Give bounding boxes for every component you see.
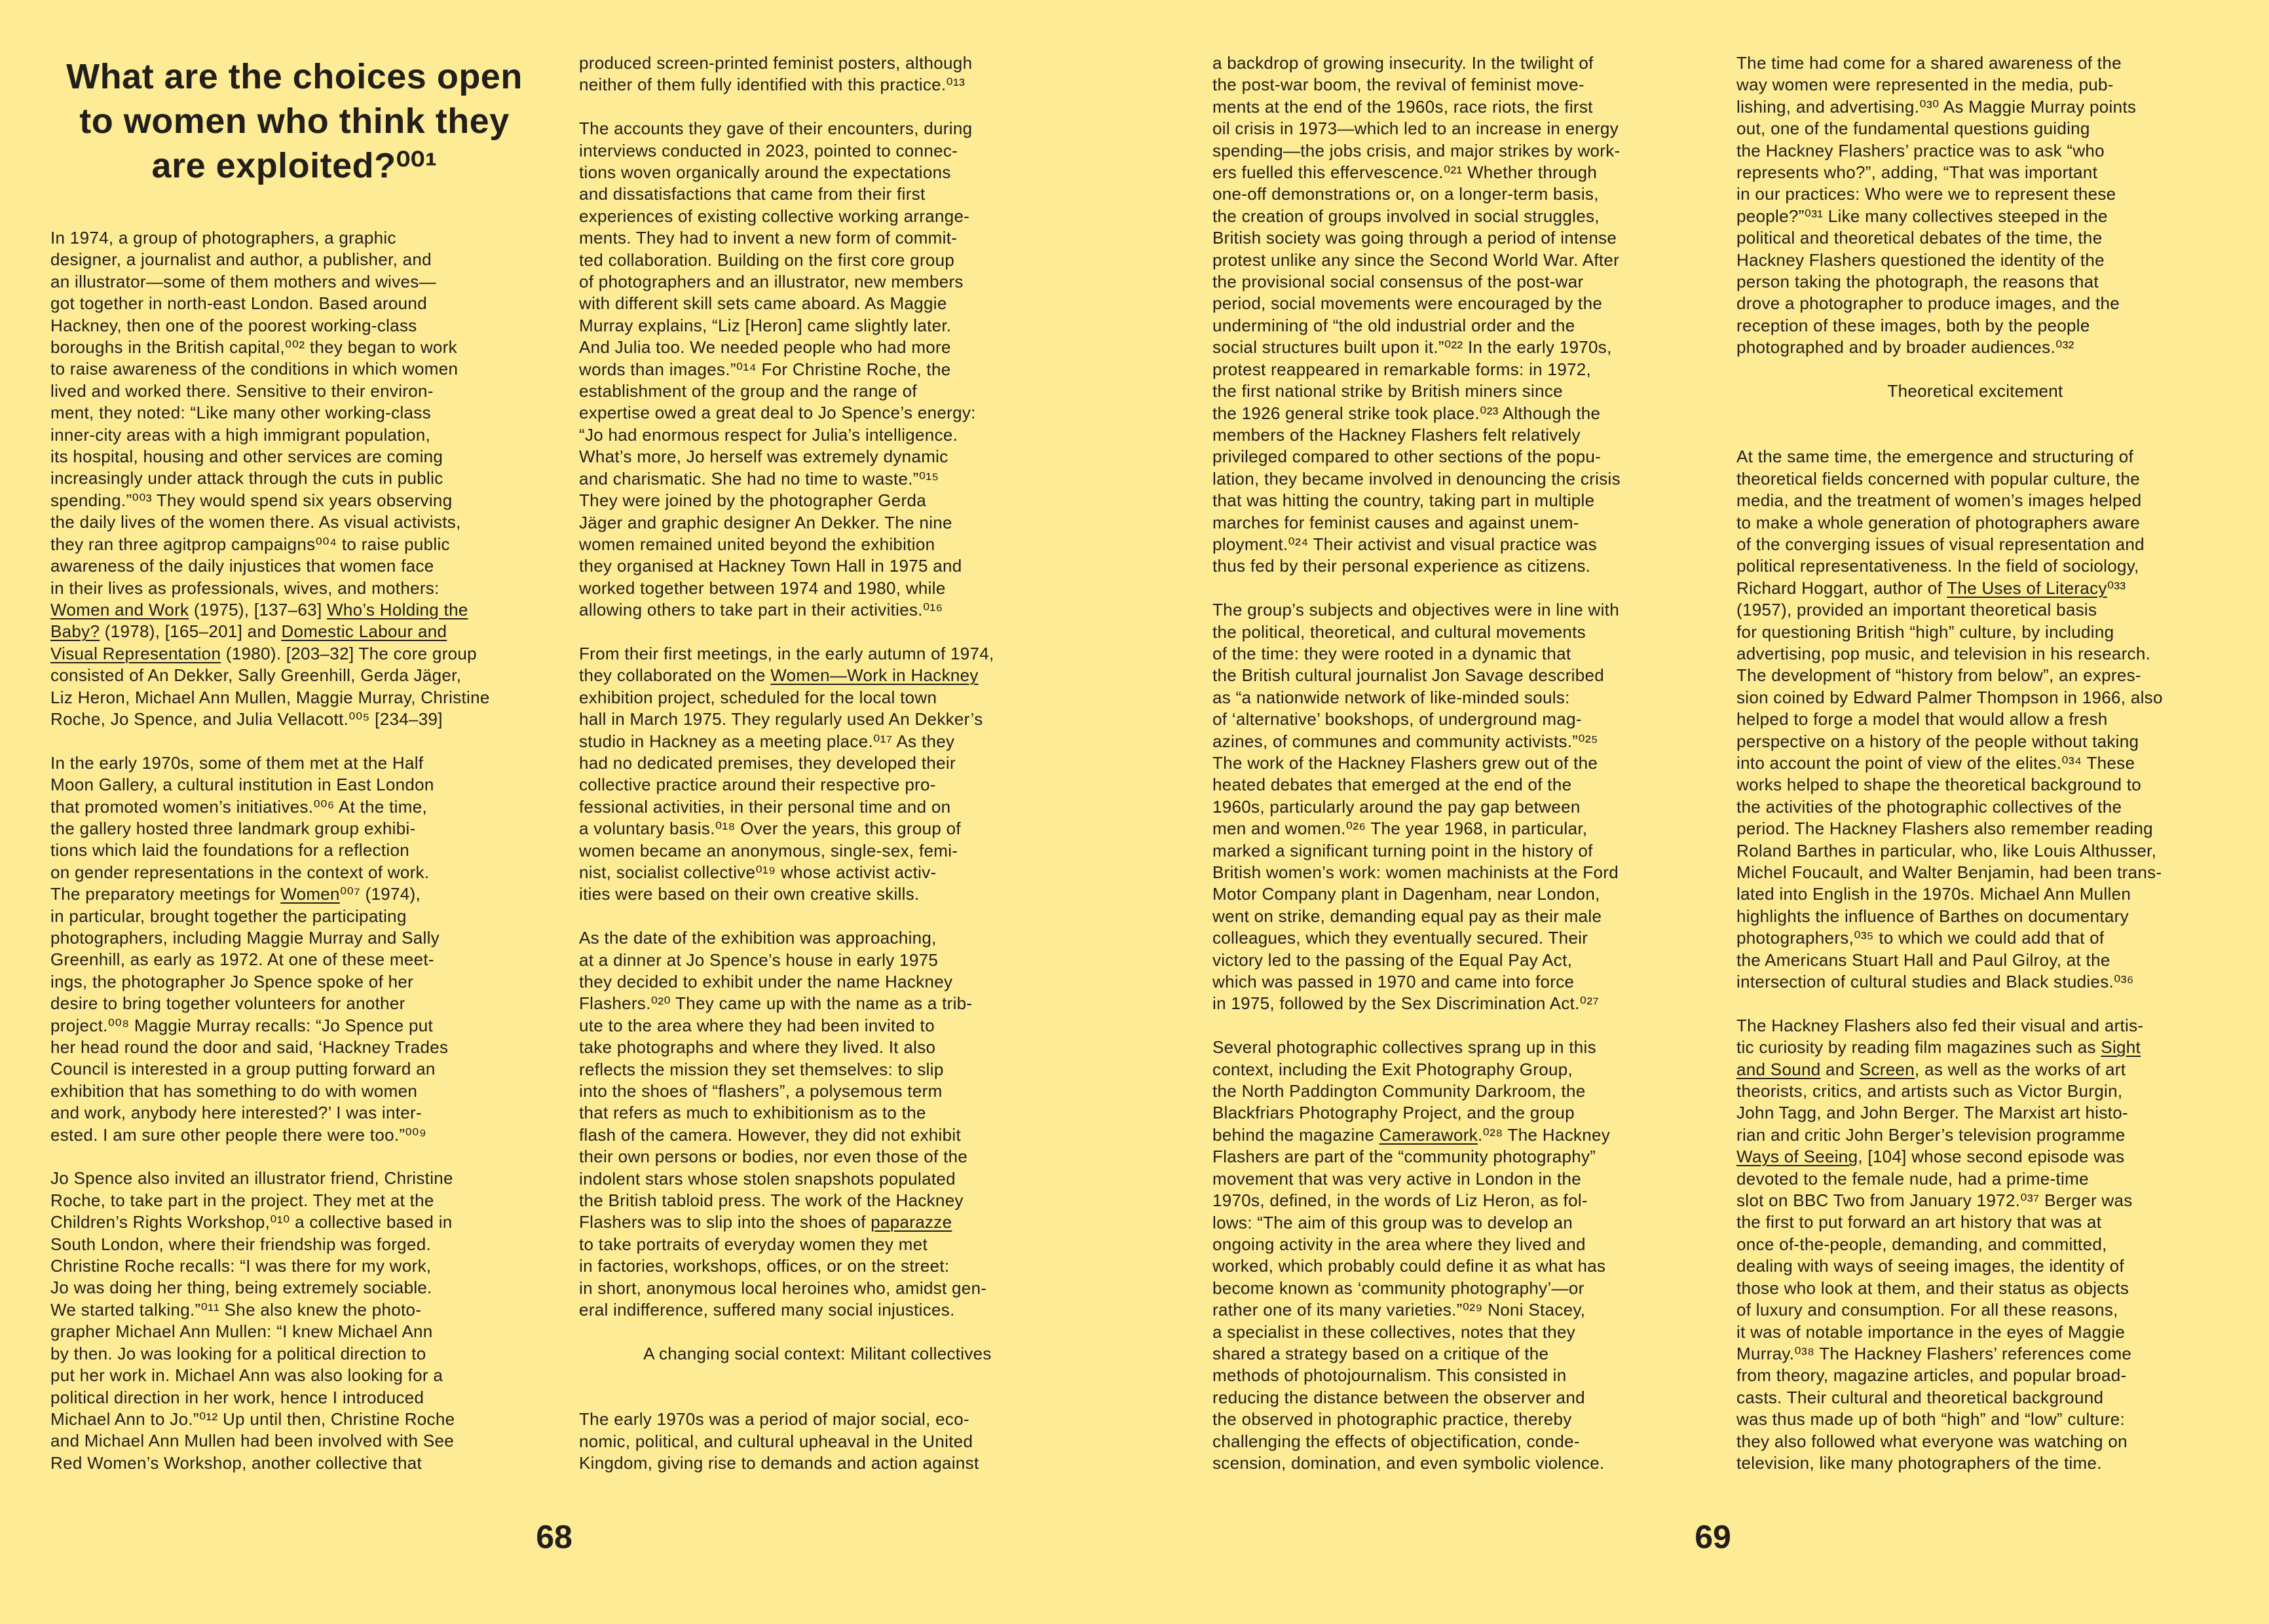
work-title-reference: Domestic Labour and Visual Representation (50, 621, 447, 663)
text-column-3 (1212, 52, 1686, 1496)
paragraph-text: ⁰³³ (1957), provided an important theoretical basis for questioning British “high” culture, by including advertising, pop music, and television in his research. The development of “history from below”, an expres- sion coined by Edward Palmer Thompson in 1966, also helped to forge a model that would allow a fresh perspective on a history of the people without taking into account the point of view of the elites.⁰³⁴ These works helped to shape the theoretical background to the activities of the photographic collectives of the period. The Hackney Flashers also remember reading Roland Barthes in particular, who, like Louis Althusser, Michel Foucault, and Walter Benjamin, had been trans- lated into English in the 1970s. Michael Ann Mullen highlights the influence of Barthes on documentary photographers,⁰³⁵ to which we could add that of the Americans Stuart Hall and Paul Gilroy, at the intersection of cultural studies and Black studies.⁰³⁶ (1736, 578, 2163, 992)
paragraph-text: exhibition project, scheduled for the local town hall in March 1975. They regularly used An Dekker’s studio in Hackney as a meeting place.⁰¹⁷ As they had no dedicated premises, they developed their collective practice around their respective pro- fessional activities, in their personal time and on a voluntary basis.⁰¹⁸ Over the years, this group of women became an anonymous, single-sex, femi- nist, socialist collective⁰¹⁹ whose activist activ- ities were based on their own creative skills. (579, 687, 983, 904)
paragraph-text: The Hackney Flashers also fed their visual and artis- tic curiosity by reading film magazines such as (1736, 1015, 2144, 1058)
right-page-69 (1134, 0, 2269, 1624)
left-page-68 (0, 0, 1134, 1624)
paragraph-text: In 1974, a group of photographers, a graphic designer, a journalist and author, a publisher, and an illustrator—some of them mothers and wives— got together in north-east London. Based around Hackney, then one of the poorest working-class boroughs in the British capital,⁰⁰² they began to work to raise awareness of the conditions in which women lived and worked there. Sensitive to their environ- ment, they noted: “Like many other working-class inner-city areas with a high immigrant population, its hospital, housing and other services are coming increasingly under attack through the cuts in public spending.”⁰⁰³ They would spend six years observing the daily lives of the women there. As visual activists, they ran three agitprop campaigns⁰⁰⁴ to raise public awareness of the daily injustices that women face in their lives as professionals, wives, and mothers: (50, 228, 461, 598)
paragraph-text: At the same time, the emergence and structuring of theoretical fields concerned with popular culture, the media, and the treatment of women’s images helped to make a whole generation of photographers aware of the converging issues of visual representation and political representativeness. In the field of sociology, Richard Hoggart, author of (1736, 447, 2145, 598)
paragraph-text: ⁰⁰⁷ (1974), in particular, brought together the participating photographers, including Maggie Murray and Sally Greenhill, as early as 1972. At one of these meet- ings, the photographer Jo Spence spoke of her desire to bring together volunteers for another project.⁰⁰⁸ Maggie Murray recalls: “Jo Spence put her head round the door and said, ‘Hackney Trades Council is interested in a group putting forward an exhibition that has something to do with women and work, anybody here interested?’ I was inter- ested. I am sure other people there were too.”⁰⁰⁹ (50, 884, 449, 1145)
paragraph-text: The accounts they gave of their encounters, during interviews conducted in 2023, pointed to connec- tions woven organically around the expectations and dissatisfactions that came from their first experiences of existing collective working arrange- ments. They had to invent a new form of commit- ted collaboration. Building on the first core group of photographers and an illustrator, new members with different skill sets came aboard. As Maggie Murray explains, “Liz [Heron] came slightly later. And Julia too. We needed people who had more words than images.”⁰¹⁴ For Christine Roche, the establishment of the group and the range of expertise owed a great deal to Jo Spence’s energy: “Jo had enormous respect for Julia’s intelligence. What’s more, Jo herself was extremely dynamic and charismatic. She had no time to waste.”⁰¹⁵ They were joined by the photographer Gerda Jäger and graphic designer An Dekker. The nine women remained united beyond the exhibition they organised at Hackney Town Hall in 1975 and worked together between 1974 and 1980, while allowing others to take part in their activities.⁰¹⁶ (579, 119, 976, 620)
page-number-left: 68 (536, 1519, 572, 1555)
body-paragraph (1212, 52, 1686, 578)
work-title-reference: The Uses of Literacy (1947, 578, 2107, 598)
body-paragraph (1736, 1015, 2214, 1475)
paragraph-text: In the early 1970s, some of them met at the Half Moon Gallery, a cultural institution in East London that promoted women’s initiatives.⁰⁰⁶ At the time, the gallery hosted three landmark group exhibi- tions which laid the foundations for a reflection on gender representations in the context of work. The preparatory meetings for (50, 752, 434, 904)
body-paragraph (1212, 599, 1686, 1015)
paragraph-text: to take portraits of everyday women they met in factories, workshops, offices, or on the street: in short, anonymous local heroines who, amidst gen- eral indifference, suffered many social injustices. (579, 1234, 987, 1320)
paragraph-text: (1975), [137–63] (189, 599, 327, 619)
work-title-reference: Ways of Seeing (1736, 1147, 1858, 1167)
section-heading: A changing social context: Militant collectives (643, 1343, 992, 1363)
body-paragraph (50, 227, 538, 730)
paragraph-text: As the date of the exhibition was approaching, at a dinner at Jo Spence’s house in early 1975 they decided to exhibit under the name Hackney Flashers.⁰²⁰ They came up with the name as a trib- ute to the area where they had been invited to take photographs and where they lived. It also reflects the mission they set themselves: to slip into the shoes of “flashers”, a polysemous term that refers as much to exhibitionism as to the flash of the camera. However, they did not exhibit their own persons or bodies, nor even those of the indolent stars whose stolen snapshots populated the British tabloid press. The work of the Hackney Flashers was to slip into the shoes of (579, 928, 973, 1232)
paragraph-text: a backdrop of growing insecurity. In the twilight of the post-war boom, the revival of feminist move- ments at the end of the 1960s, race riots, the first oil crisis in 1973—which led to an increase in energy spending—the jobs crisis, and major strikes by work- ers fuelled this effervescence.⁰²¹ Whether through one-off demonstrations or, on a longer-term basis, the creation of groups involved in social struggles, British society was going through a period of intense protest unlike any since the Second World War. After the provisional social consensus of the post-war period, social movements were encouraged by the undermining of “the old industrial order and the social structures built upon it.”⁰²² In the early 1970s, protest reappeared in remarkable forms: in 1972, the first national strike by British miners since the 1926 general strike took place.⁰²³ Although the members of the Hackney Flashers felt relatively privileged compared to other sections of the popu- lation, they became involved in denouncing the crisis that was hitting the country, taking part in multiple marches for feminist causes and against unem- ployment.⁰²⁴ Their activist and visual practice was thus fed by their personal experience as citizens. (1212, 53, 1621, 576)
body-paragraph (579, 52, 1056, 96)
paragraph-text: The group’s subjects and objectives were in line with the political, theoretical, and cultural movements of the time: they were rooted in a dynamic that the British cultural journalist Jon Savage described as “a nationwide network of like-minded souls: of ‘alternative’ bookshops, of underground mag- azines, of communes and community activists.”⁰²⁵ The work of the Hackney Flashers grew out of the heated debates that emerged at the end of the 1960s, particularly around the pay gap between men and women.⁰²⁶ The year 1968, in particular, marked a significant turning point in the history of British women’s work: women machinists at the Ford Motor Company plant in Dagenham, near London, went on strike, demanding equal pay as their male colleagues, which they eventually secured. Their victory led to the passing of the Equal Pay Act, which was passed in 1970 and came into force in 1975, followed by the Sex Discrimination Act.⁰²⁷ (1212, 600, 1619, 1014)
paragraph-text: The early 1970s was a period of major social, eco- nomic, political, and cultural upheaval in the United Kingdom, giving rise to demands and action against (579, 1409, 979, 1473)
work-title-reference: Women—Work in Hackney (770, 665, 979, 686)
paragraph-text: Several photographic collectives sprang up in this context, including the Exit Photography Group, the North Paddington Community Darkroom, the Blackfriars Photography Project, and the group behind the magazine (1212, 1037, 1596, 1145)
text-column-1 (50, 227, 538, 1496)
paragraph-text: , as well as the works of art theorists, critics, and artists such as Victor Burgin, John Tagg, and John Berger. The Marxist art histo- rian and critic John Berger’s television programme (1736, 1059, 2128, 1145)
work-title-reference: Sight and Sound (1736, 1037, 2141, 1079)
body-paragraph (579, 1409, 1056, 1474)
paragraph-text: (1980). [203–32] The core group consisted of An Dekker, Sally Greenhill, Gerda Jäger, Liz Heron, Michael Ann Mullen, Maggie Murray, Christine Roche, Jo Spence, and Julia Vellacott.⁰⁰⁵ [234–39] (50, 643, 490, 729)
paragraph-text: .⁰²⁸ The Hackney Flashers are part of the “community photography” movement that was very active in London in the 1970s, defined, in the words of Liz Heron, as fol- lows: “The aim of this group was to develop an ongoing activity in the area where they lived and worked, which probably could define it as what has become known as ‘community photography’—or rather one of its many varieties.”⁰²⁹ Noni Stacey, a specialist in these collectives, notes that they shared a strategy based on a critique of the methods of photojournalism. This consisted in reducing the distance between the observer and the observed in photographic practice, thereby challenging the effects of objectification, conde- scension, domination, and even symbolic violence. (1212, 1124, 1611, 1473)
work-title-reference: Women (280, 884, 340, 904)
work-title-reference: Women and Work (50, 599, 189, 619)
page-number-right: 69 (1695, 1519, 1731, 1555)
body-paragraph (50, 1168, 538, 1474)
paragraph-text: , [104] whose second episode was devoted to the female nude, had a prime-time slot on BBC Two from January 1972.⁰³⁷ Berger was the first to put forward an art history that was at once of-the-people, demanding, and committed, dealing with ways of seeing images, the identity of those who look at them, and their status as objects of luxury and consumption. For all these reasons, it was of notable importance in the eyes of Maggie Murray.⁰³⁸ The Hackney Flashers’ references come from theory, magazine articles, and popular broad- casts. Their cultural and theoretical background was thus made up of both “high” and “low” culture: they also followed what everyone was watching on television, like many photographers of the time. (1736, 1147, 2133, 1473)
paragraph-text: and (1820, 1059, 1860, 1079)
paragraph-text: Jo Spence also invited an illustrator friend, Christine Roche, to take part in the project. They met at the Children’s Rights Workshop,⁰¹⁰ a collective based in South London, where their friendship was forged. Christine Roche recalls: “I was there for my work, Jo was doing her thing, being extremely sociable. We started talking.”⁰¹¹ She also knew the photo- grapher Michael Ann Mullen: “I knew Michael Ann by then. Jo was looking for a political direction to put her work in. Michael Ann was also looking for a political direction in her work, hence I introduced Michael Ann to Jo.”⁰¹² Up until then, Christine Roche and Michael Ann Mullen had been involved with See Red Women’s Workshop, another collective that (50, 1168, 455, 1473)
body-paragraph (50, 752, 538, 1146)
paragraph-text: From their first meetings, in the early autumn of 1974, they collaborated on the (579, 643, 994, 686)
work-title-reference: Screen (1859, 1059, 1915, 1079)
work-title-reference: paparazze (871, 1212, 952, 1232)
text-column-2 (579, 52, 1056, 1496)
body-paragraph (579, 643, 1056, 906)
paragraph-text: (1978), [165–201] and (100, 621, 282, 642)
body-paragraph (579, 927, 1056, 1321)
work-title-reference: Camerawork (1379, 1124, 1478, 1145)
chapter-title: What are the choices open to women who think they are exploited?⁰⁰¹ (66, 57, 523, 185)
body-paragraph (1736, 446, 2214, 993)
paragraph-text: produced screen-printed feminist posters, although neither of them fully identified with this practice.⁰¹³ (579, 53, 973, 95)
body-paragraph (1736, 52, 2214, 359)
paragraph-text: The time had come for a shared awareness of the way women were represented in the media, pub- lishing, and advertising.⁰³⁰ As Maggie Murray points out, one of the fundamental questions guiding the Hackney Flashers’ practice was to ask “who represents who?”, adding, “That was important in our practices: Who were we to represent these people?”⁰³¹ Like many collectives steeped in the political and theoretical debates of the time, the Hackney Flashers questioned the identity of the person taking the photograph, the reasons that drove a photographer to produce images, and the reception of these images, both by the people photographed and by broader audiences.⁰³² (1736, 53, 2137, 358)
work-title-reference: Who’s Holding the Baby? (50, 599, 468, 642)
section-heading: Theoretical excitement (1887, 381, 2063, 401)
text-column-4 (1736, 52, 2214, 1496)
body-paragraph (1212, 1037, 1686, 1474)
body-paragraph (579, 118, 1056, 621)
